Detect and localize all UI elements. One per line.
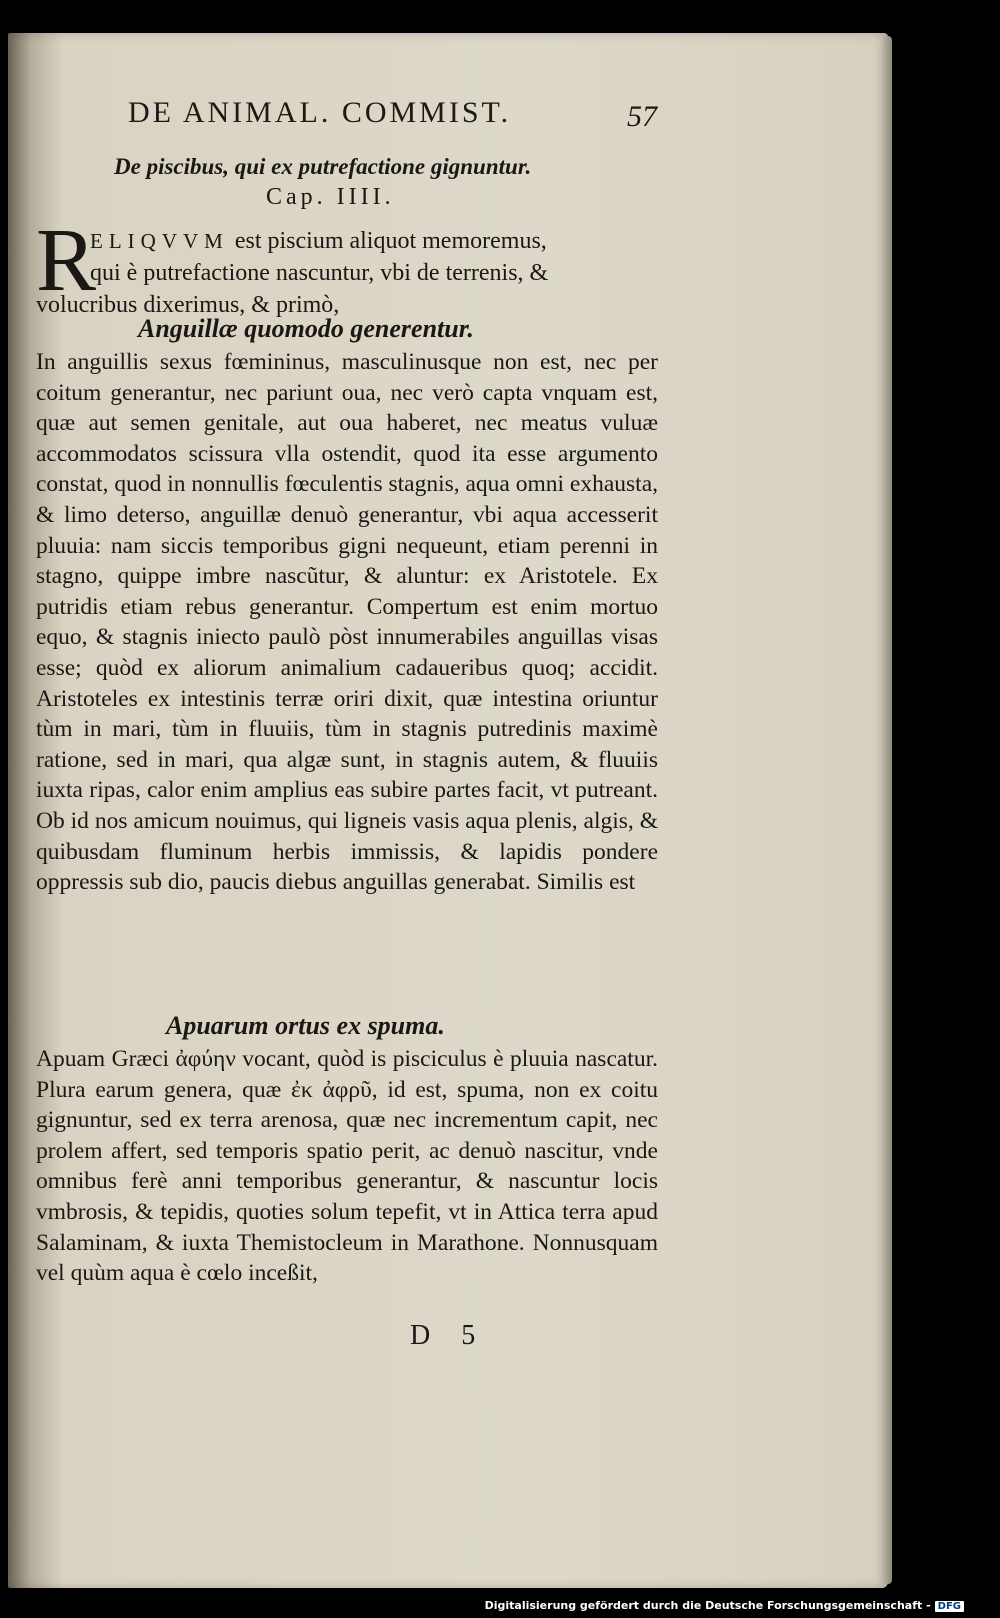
section-body-apuarum: Apuam Græci ἀφύην vocant, quòd is pisciculus è pluuia nascatur. Plura earum genera, quæ ἐκ ἀφρῦ, id est, spuma, non ex coitu gignuntur, sed ex terra arenosa, quæ nec incrementum capit, nec prolem affert, sed temporis spatio perit, ac denuò nascitur, vnde omnibus ferè anni temporibus generantur, & nascuntur locis vmbrosis, & tepidis, quoties solum tepefit, vt in Attica terra apud Salaminam, & iuxta Themistocleum in Marathone. Nonnusquam vel quùm aqua è cœlo inceßit, (36, 1046, 658, 1287)
opening-line-2: qui è putrefactione nascuntur, vbi de terrenis, & (90, 260, 549, 286)
chapter-number: Cap. IIII. (266, 184, 395, 210)
section-body-anguillae: In anguillis sexus fœmininus, masculinusque non est, nec per coitum generantur, nec pariunt oua, nec verò capta vnquam est, quæ aut semen genitale, aut oua haberet, nec meatus vuluæ accommodatos scissura vlla ostendit, quod ita esse argumento constat, quod in nonnullis fœculentis stagnis, aqua omni exhausta, & limo deterso, anguillæ denuò generantur, vbi aqua accesserit pluuia: nam siccis temporibus gigni nequeunt, etiam perenni in stagno, quippe imbre nascũtur, & aluntur: ex Aristotele. Ex putridis etiam rebus generantur. Compertum est enim mortuo equo, & stagnis iniecto paulò pòst innumerabiles anguillas visas esse; quòd ex aliorum animalium cadaueribus quoq; accidit. Aristoteles ex intestinis terræ oriri dixit, quæ intestina oriuntur tùm in mari, tùm in fluuiis, tùm in stagnis putredinis maximè ratione, sed in mari, qua algæ sunt, in stagnis autem, & fluuiis iuxta ripas, calor enim amplius eas subire partes facit, vt putreant. Ob id nos amicum nouimus, qui ligneis vasis aqua plenis, algis, & quibusdam fluminum herbis immissis, & lapidis pondere oppressis sub dio, paucis diebus anguillas generabat. Similis est (36, 349, 659, 896)
digitization-credit (485, 1599, 964, 1612)
running-head: DE ANIMAL. COMMIST. (128, 96, 512, 129)
opening-line-1 (90, 225, 660, 257)
opening-lines (90, 225, 660, 289)
opening-line-3: volucribus dixerimus, & primò, (36, 292, 340, 318)
section-heading-apuarum: Apuarum ortus ex spuma. (166, 1011, 445, 1040)
credit-text: Digitalisierung gefördert durch die Deutsche Forschungsgemeinschaft - (484, 1599, 931, 1612)
catchword: D 5 (410, 1320, 488, 1351)
section-heading-anguillae: Anguillæ quomodo generentur. (138, 314, 474, 343)
opening-small-caps: ELIQVVM (90, 229, 229, 253)
drop-capital: R (36, 211, 97, 310)
chapter-title: De piscibus, qui ex putrefactione gignuntur. (114, 154, 532, 179)
dfg-logo: DFG (935, 1601, 964, 1612)
page-number: 57 (627, 100, 657, 133)
opening-line-1-text: est piscium aliquot memoremus, (228, 228, 547, 254)
